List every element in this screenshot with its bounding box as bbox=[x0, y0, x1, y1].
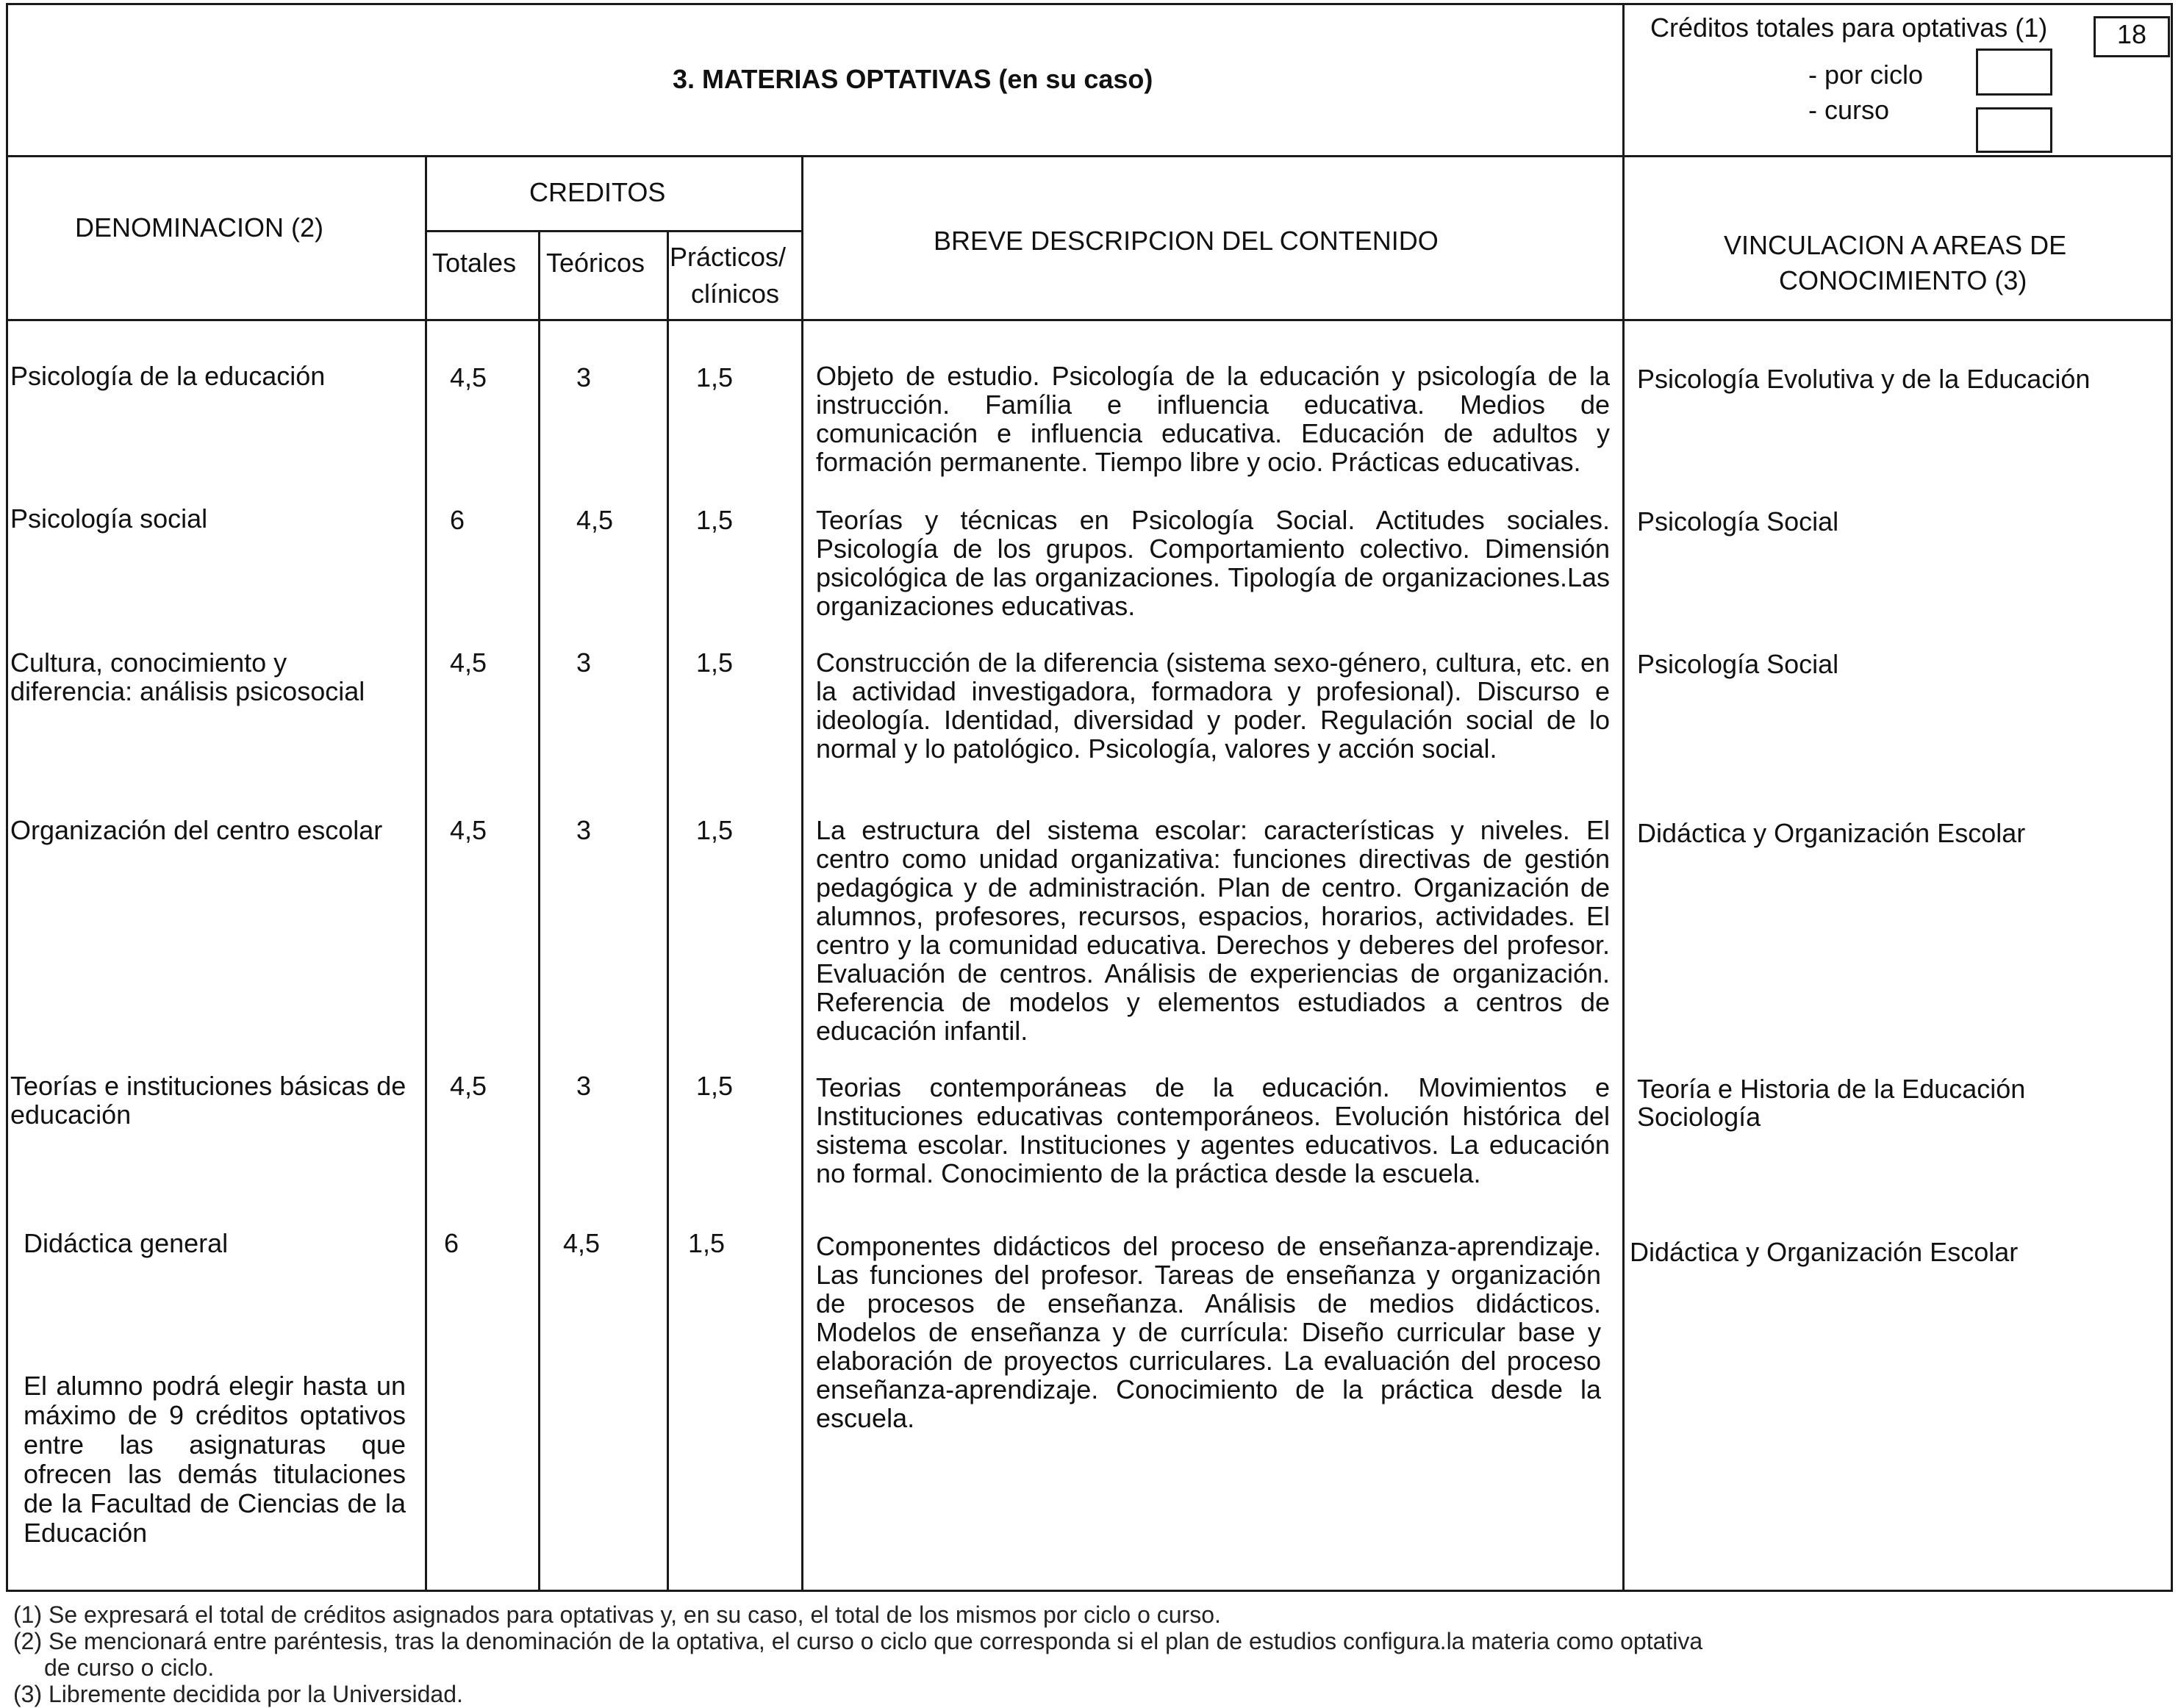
col-header-vinculacion-line1: VINCULACION A AREAS DE bbox=[1724, 230, 2067, 260]
col-divider-denominacion bbox=[425, 155, 427, 1592]
row-6-denominacion: Didáctica general bbox=[24, 1228, 229, 1258]
col-header-practicos-line1: Prácticos/ bbox=[670, 242, 787, 272]
row-4-denominacion: Organización del centro escolar bbox=[10, 815, 383, 845]
row-3-denominacion: Cultura, conocimiento y diferencia: análisis psicosocial bbox=[10, 647, 365, 706]
row-5-denominacion: Teorías e instituciones básicas de educación bbox=[10, 1071, 407, 1130]
colheader-bottom-border bbox=[6, 319, 2173, 321]
row-1-practicos: 1,5 bbox=[696, 362, 734, 392]
row-2-vinculacion: Psicología Social bbox=[1637, 506, 1839, 537]
col-header-creditos: CREDITOS bbox=[529, 177, 666, 207]
creditos-totales-label: Créditos totales para optativas (1) bbox=[1650, 12, 2048, 43]
col-divider-teoricos bbox=[667, 230, 669, 1592]
row-3-teoricos: 3 bbox=[576, 647, 592, 678]
curso-box bbox=[1976, 107, 2052, 153]
table-right-border bbox=[2171, 3, 2173, 1592]
col-divider-practicos bbox=[801, 155, 803, 1592]
col-header-totales: Totales bbox=[432, 248, 517, 278]
header-bottom-border bbox=[6, 155, 2173, 157]
row-3-practicos: 1,5 bbox=[696, 647, 734, 678]
row-1-denominacion: Psicología de la educación bbox=[10, 361, 326, 391]
header-divider bbox=[1622, 3, 1625, 157]
curso-label: - curso bbox=[1808, 95, 1890, 125]
col-header-practicos-line2: clínicos bbox=[691, 279, 780, 309]
row-1-vinculacion: Psicología Evolutiva y de la Educación bbox=[1637, 364, 2091, 394]
creditos-subheader-line bbox=[426, 230, 803, 232]
row-6-teoricos: 4,5 bbox=[563, 1228, 601, 1258]
row-5-vinculacion-2: Sociología bbox=[1637, 1102, 1761, 1132]
row-5-vinculacion: Teoría e Historia de la Educación bbox=[1637, 1074, 2026, 1104]
row-5-teoricos: 3 bbox=[576, 1071, 592, 1101]
row-4-descripcion: La estructura del sistema escolar: características y niveles. El centro como unidad organizativa: funciones directivas de gestión pedagógica y de administración. Plan de centro. Organización de alumnos, profesores, recursos, espacios, horarios, actividades. El centro y la comunidad educativa. Derechos y deberes del profesor. Evaluación de centros. Análisis de experiencias de organización. Referencia de modelos y elementos estudiados a centros de educación infantil. bbox=[816, 815, 1610, 1046]
col-header-denominacion: DENOMINACION (2) bbox=[75, 212, 324, 243]
table-left-border bbox=[6, 3, 8, 1592]
col-header-descripcion: BREVE DESCRIPCION DEL CONTENIDO bbox=[934, 226, 1439, 256]
row-2-practicos: 1,5 bbox=[696, 505, 734, 535]
row-5-practicos: 1,5 bbox=[696, 1071, 734, 1101]
footnote-2: (2) Se mencionará entre paréntesis, tras la denominación de la optativa, el curso o ciclo que corresponda si el plan de estudios configura.la materia como optativa bbox=[13, 1628, 1703, 1654]
row-4-vinculacion: Didáctica y Organización Escolar bbox=[1637, 818, 2026, 848]
col-divider-descripcion bbox=[1622, 155, 1625, 1592]
col-header-vinculacion-line2: CONOCIMIENTO (3) bbox=[1779, 265, 2027, 295]
row-1-teoricos: 3 bbox=[576, 362, 592, 392]
row-2-teoricos: 4,5 bbox=[576, 505, 614, 535]
por-ciclo-box bbox=[1976, 49, 2052, 96]
row-2-descripcion: Teorías y técnicas en Psicología Social. Actitudes sociales. Psicología de los grupos. Comportamiento colectivo. Dimensión psicológica de las organizaciones. Tipología de organizaciones.Las organizaciones educativas. bbox=[816, 505, 1610, 621]
row-5-descripcion: Teorias contemporáneas de la educación. Movimientos e Instituciones educativas contemporáneos. Evolución histórica del sistema escolar. Instituciones y agentes educativos. La educación no formal. Conocimiento de la práctica desde la escuela. bbox=[816, 1072, 1610, 1188]
row-6-totales: 6 bbox=[444, 1228, 459, 1258]
row-2-denominacion: Psicología social bbox=[10, 503, 208, 534]
row-4-teoricos: 3 bbox=[576, 815, 592, 845]
table-top-border bbox=[6, 3, 2173, 5]
col-divider-totales bbox=[538, 230, 540, 1592]
row-1-descripcion: Objeto de estudio. Psicología de la educación y psicología de la instrucción. Família e influencia educativa. Medios de comunicación e influencia educativa. Educación de adultos y formación permanente. Tiempo libre y ocio. Prácticas educativas. bbox=[816, 361, 1610, 477]
row-6-practicos: 1,5 bbox=[688, 1228, 726, 1258]
row-2-totales: 6 bbox=[450, 505, 465, 535]
row-3-vinculacion: Psicología Social bbox=[1637, 649, 1839, 679]
row-5-totales: 4,5 bbox=[450, 1071, 487, 1101]
row-4-practicos: 1,5 bbox=[696, 815, 734, 845]
por-ciclo-label: - por ciclo bbox=[1808, 60, 1924, 90]
table-bottom-border bbox=[6, 1590, 2173, 1592]
row-3-totales: 4,5 bbox=[450, 647, 487, 678]
row-6-vinculacion: Didáctica y Organización Escolar bbox=[1630, 1237, 2019, 1267]
optativas-note: El alumno podrá elegir hasta un máximo de 9 créditos optativos entre las asignaturas que ofrecen las demás titulaciones de la Facultad de Ciencias de la Educación bbox=[24, 1371, 406, 1548]
col-header-teoricos: Teóricos bbox=[546, 248, 645, 278]
row-3-descripcion: Construcción de la diferencia (sistema sexo-género, cultura, etc. en la actividad investigadora, formadora y profesional). Discurso e ideología. Identidad, diversidad y poder. Regulación social de lo normal y lo patológico. Psicología, valores y acción social. bbox=[816, 647, 1610, 764]
row-1-totales: 4,5 bbox=[450, 362, 487, 392]
row-4-totales: 4,5 bbox=[450, 815, 487, 845]
footnote-3: (3) Libremente decidida por la Universidad. bbox=[13, 1681, 463, 1707]
footnote-2-cont: de curso o ciclo. bbox=[44, 1654, 215, 1681]
creditos-totales-box: 18 bbox=[2094, 16, 2170, 57]
footnote-1: (1) Se expresará el total de créditos asignados para optativas y, en su caso, el total de los mismos por ciclo o curso. bbox=[13, 1601, 1221, 1628]
section-title: 3. MATERIAS OPTATIVAS (en su caso) bbox=[673, 64, 1153, 94]
row-6-descripcion: Componentes didácticos del proceso de enseñanza-aprendizaje. Las funciones del profesor. Tareas de enseñanza y organización de procesos de enseñanza. Análisis de medios didácticos. Modelos de enseñanza y de currícula: Diseño curricular base y elaboración de proyectos curriculares. La evaluación del proceso enseñanza-aprendizaje. Conocimiento de la práctica desde la escuela. bbox=[816, 1231, 1601, 1433]
